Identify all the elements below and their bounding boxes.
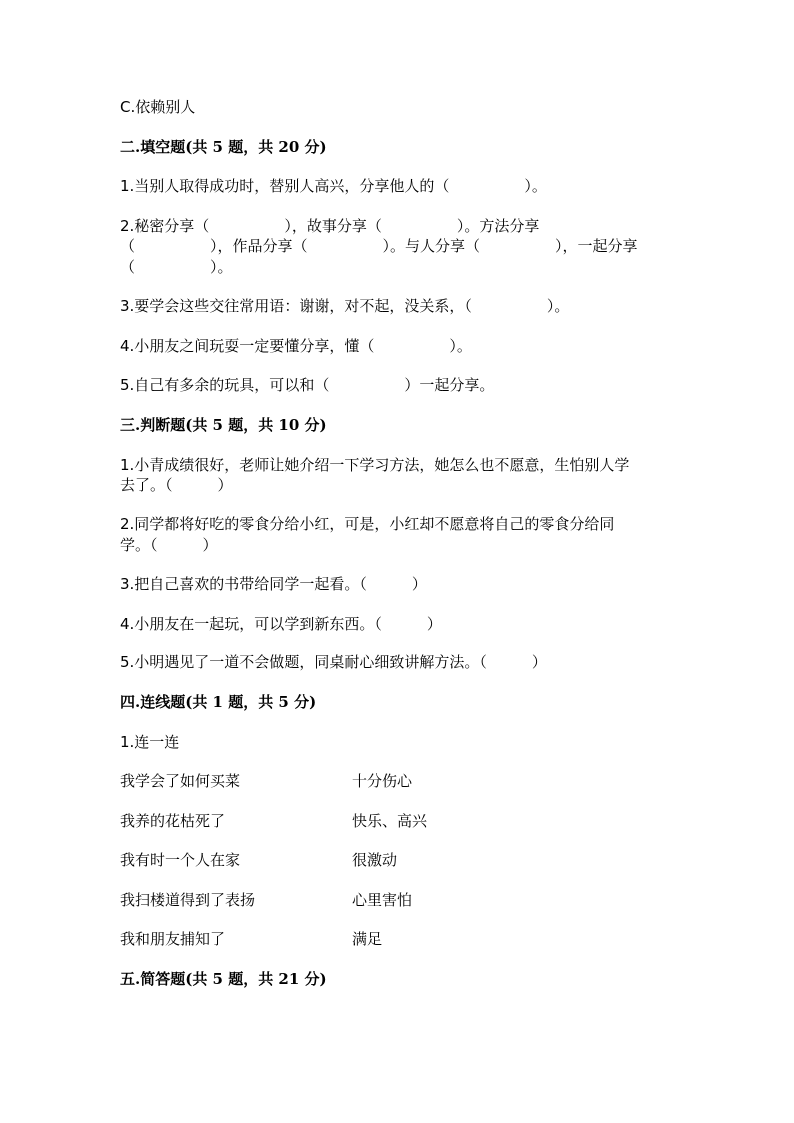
judge-question-1-line-2: 去了。（ ） — [120, 476, 233, 494]
match-left-item: 我扫楼道得到了表扬 — [120, 891, 256, 909]
match-right-item: 满足 — [352, 930, 383, 948]
match-right-item: 很激动 — [352, 851, 398, 869]
match-question-prompt: 1.连一连 — [120, 733, 180, 751]
fill-question-2-line-3: （ ）。 — [120, 258, 233, 276]
judge-section-heading: 三.判断题(共 5 题，共 10 分) — [120, 416, 327, 434]
judge-question-4: 4.小朋友在一起玩，可以学到新东西。（ ） — [120, 615, 442, 633]
short-answer-section-heading: 五.简答题(共 5 题，共 21 分) — [120, 970, 327, 988]
judge-question-3: 3.把自己喜欢的书带给同学一起看。（ ） — [120, 575, 427, 593]
match-left-item: 我学会了如何买菜 — [120, 772, 241, 790]
fill-question-5: 5.自己有多余的玩具，可以和（ ）一起分享。 — [120, 376, 495, 394]
fill-question-2-line-1: 2.秘密分享（ ），故事分享（ ）。方法分享 — [120, 217, 540, 235]
judge-question-1-line-1: 1.小青成绩很好，老师让她介绍一下学习方法，她怎么也不愿意，生怕别人学 — [120, 456, 630, 474]
match-left-item: 我养的花枯死了 — [120, 812, 226, 830]
fill-question-3: 3.要学会这些交往常用语：谢谢，对不起，没关系，（ ）。 — [120, 297, 570, 315]
judge-question-2-line-1: 2.同学都将好吃的零食分给小红，可是，小红却不愿意将自己的零食分给同 — [120, 515, 615, 533]
match-section-heading: 四.连线题(共 1 题，共 5 分) — [120, 693, 317, 711]
match-right-item: 十分伤心 — [352, 772, 413, 790]
match-right-item: 心里害怕 — [352, 891, 413, 909]
match-left-item: 我和朋友捕知了 — [120, 930, 226, 948]
fill-question-2-line-2: （ ），作品分享（ ）。与人分享（ ），一起分享 — [120, 237, 638, 255]
match-left-item: 我有时一个人在家 — [120, 851, 241, 869]
judge-question-5: 5.小明遇见了一道不会做题，同桌耐心细致讲解方法。（ ） — [120, 653, 547, 671]
match-right-item: 快乐、高兴 — [352, 812, 428, 830]
fill-question-1: 1.当别人取得成功时，替别人高兴，分享他人的（ ）。 — [120, 177, 547, 195]
fill-question-4: 4.小朋友之间玩耍一定要懂分享，懂（ ）。 — [120, 337, 472, 355]
previous-option-c: C.依赖别人 — [120, 98, 196, 116]
judge-question-2-line-2: 学。（ ） — [120, 536, 218, 554]
fill-in-section-heading: 二.填空题(共 5 题，共 20 分) — [120, 138, 327, 156]
